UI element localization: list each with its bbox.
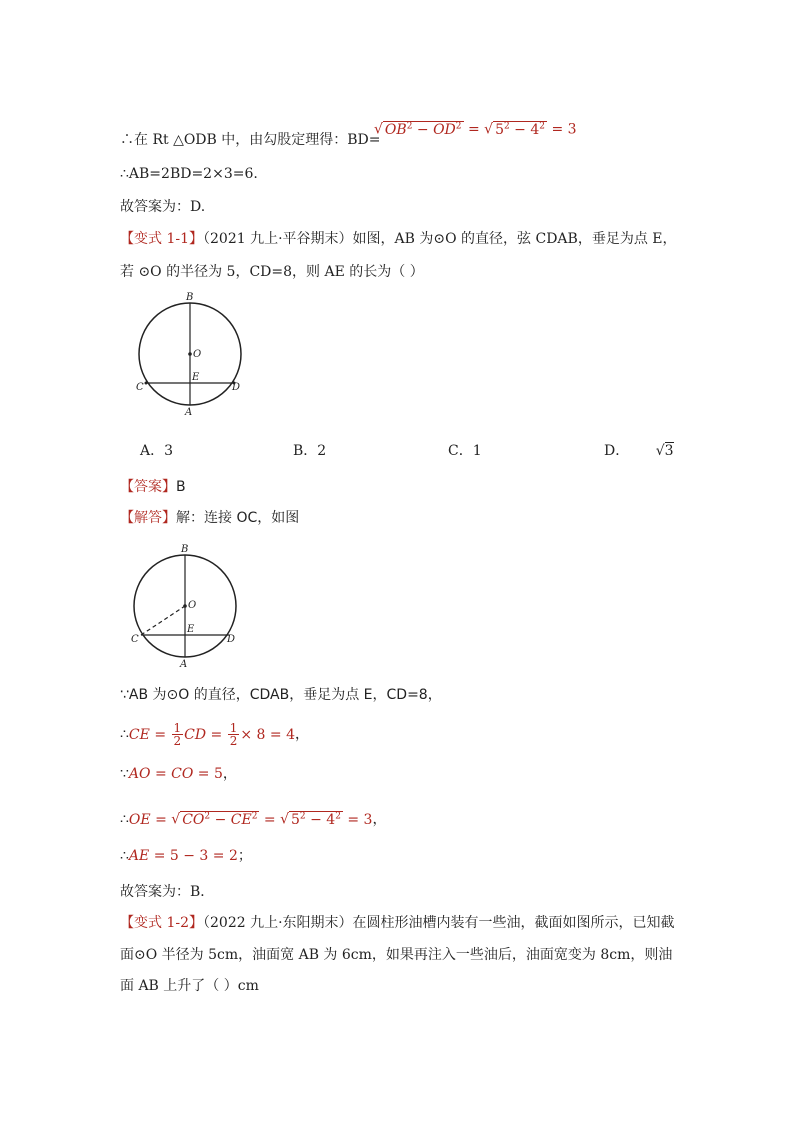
solution-line-ab: ∴AB=2BD=2×3=6. — [120, 166, 258, 182]
label-c: C — [136, 382, 144, 393]
answer-tag: 【答案】 — [120, 479, 176, 495]
label-o: O — [193, 349, 202, 360]
question-1-1-line1 — [120, 229, 677, 249]
label-a: A — [185, 407, 193, 418]
question-text: （2021 九上·平谷期末）如图，AB 为⊙O 的直径，弦 CDAB，垂足为点 E， — [203, 231, 677, 247]
label-d: D — [232, 382, 241, 393]
label-b-2: B — [181, 544, 189, 555]
solution-step-4: ∴OE = √ $CO^2 - CE^2$ = √ $5^2 - 4^2 = 3$， — [120, 811, 387, 828]
option-a[interactable]: A．3 — [140, 443, 174, 459]
answer-line-d: 故答案为：D. — [120, 199, 206, 215]
label-b: B — [186, 292, 194, 303]
answer-value: B — [176, 479, 186, 495]
option-d-letter: D． — [604, 443, 630, 459]
bd-formula: √ $OB^2 - OD^2$ = √ $5^2 - 4^2 = 3$ — [374, 121, 577, 138]
solution-line-bd — [120, 130, 381, 150]
label-e: E — [192, 372, 200, 383]
question-2-tag: 【变式 1-2】 — [120, 915, 203, 931]
solution-tag: 【解答】 — [120, 510, 176, 526]
label-c-2: C — [131, 634, 139, 645]
solution-step-5: ∴AE = 5 − 3 = 2； — [120, 848, 252, 864]
bd-text: ∴在 Rt △ODB 中，由勾股定理得：BD= — [120, 132, 381, 148]
question-2-text: （2022 九上·东阳期末）在圆柱形油槽内装有一些油，截面如图所示，已知截 — [203, 915, 675, 931]
question-1-1-line2: 若 ⊙O 的半径为 5，CD=8，则 AE 的长为（ ） — [120, 264, 424, 280]
circle-figure-1 — [128, 288, 258, 418]
label-e-2: E — [187, 624, 195, 635]
question-1-2-line3: 面 AB 上升了（ ）cm — [120, 978, 259, 994]
solution-intro: 解：连接 OC，如图 — [176, 510, 300, 526]
solution-step-3: ∵AO = CO = 5， — [120, 766, 237, 782]
question-1-2-line1 — [120, 913, 675, 933]
option-b[interactable]: B．2 — [293, 443, 327, 459]
option-d[interactable]: D． √3 — [604, 443, 674, 459]
label-d-2: D — [227, 634, 236, 645]
circle-figure-2 — [124, 540, 254, 670]
question-1-2-line2: 面⊙O 半径为 5cm，油面宽 AB 为 6cm，如果再注入一些油后，油面宽变为 8cm，则油 — [120, 947, 673, 963]
solution-step-1: ∵AB 为⊙O 的直径，CDAB，垂足为点 E，CD=8， — [120, 687, 442, 703]
answer-line — [120, 477, 186, 497]
option-c[interactable]: C．1 — [448, 443, 482, 459]
solution-header — [120, 508, 299, 528]
label-o-2: O — [188, 600, 197, 611]
solution-step-2: ∴CE = $\frac{1}{2}$ CD = $\frac{1}{2}$ × 8 = 4， — [120, 721, 309, 748]
label-a-2: A — [180, 659, 188, 670]
solution-conclusion: 故答案为：B． — [120, 884, 215, 900]
question-tag: 【变式 1-1】 — [120, 231, 203, 247]
